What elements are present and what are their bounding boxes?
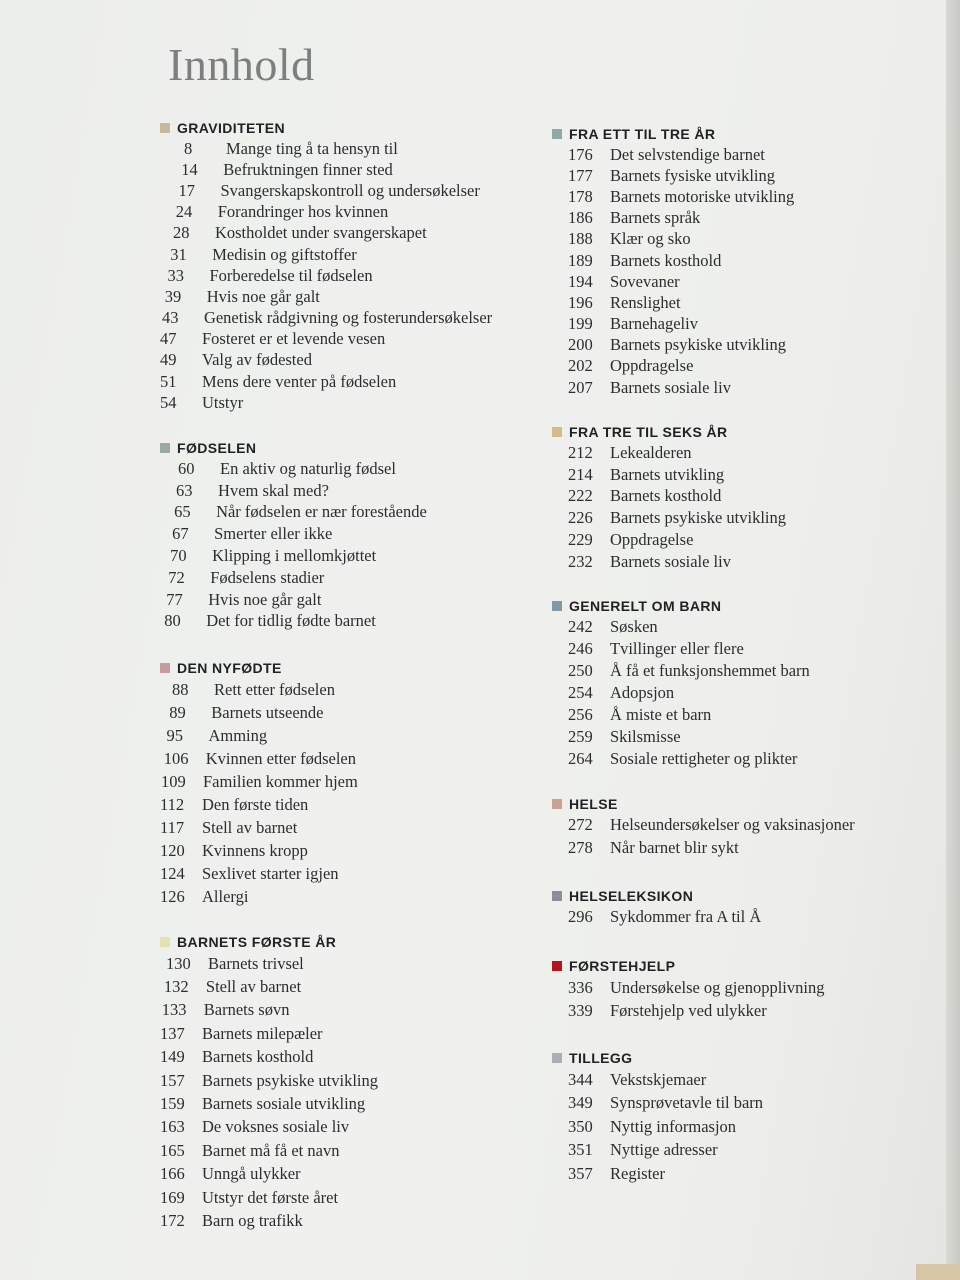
entry-page-number: 109: [160, 771, 186, 791]
entry-title: Rett etter fødselen: [214, 679, 335, 699]
entry-page-number: 132: [163, 977, 189, 997]
page-corner: [916, 1264, 960, 1280]
entry-page-number: 157: [160, 1070, 185, 1090]
toc-entry[interactable]: [160, 862, 540, 885]
entry-title: Hvis noe går galt: [206, 286, 320, 306]
entry-page-number: 112: [160, 794, 185, 814]
toc-entry[interactable]: [552, 1139, 932, 1163]
entry-title: Skilsmisse: [610, 727, 681, 746]
toc-entry[interactable]: [552, 464, 932, 486]
section-color-marker: [552, 1053, 562, 1063]
entry-title: Kvinnen etter fødselen: [205, 748, 356, 768]
toc-entry[interactable]: [160, 1209, 540, 1232]
entry-page-number: 54: [160, 392, 177, 412]
entry-title: Klipping i mellomkjøttet: [212, 546, 377, 566]
entry-page-number: 350: [568, 1116, 593, 1136]
toc-entry[interactable]: [552, 144, 932, 165]
entry-title: Oppdragelse: [610, 530, 694, 550]
entry-page-number: 212: [568, 442, 593, 462]
toc-entry[interactable]: [552, 356, 932, 377]
section-heading-text: TILLEGG: [569, 1050, 633, 1066]
entry-title: Allergi: [202, 886, 249, 906]
entry-page-number: 24: [175, 202, 193, 222]
section-heading: [552, 422, 932, 442]
entry-page-number: 137: [160, 1023, 185, 1043]
toc-entry[interactable]: [552, 616, 932, 638]
entry-title: Barnets språk: [610, 208, 701, 228]
toc-section: [160, 658, 540, 908]
toc-entry[interactable]: [160, 839, 540, 862]
entry-page-number: 39: [164, 286, 182, 306]
toc-entry[interactable]: [552, 551, 932, 573]
entry-title: Barnets kosthold: [610, 486, 722, 506]
toc-entry[interactable]: [160, 138, 540, 159]
section-color-marker: [552, 961, 562, 971]
toc-section: [552, 794, 932, 859]
entry-page-number: 77: [166, 589, 183, 609]
section-heading-text: HELSELEKSIKON: [569, 888, 694, 904]
entry-title: Barnets sosiale liv: [610, 377, 731, 397]
toc-entry[interactable]: [552, 1068, 932, 1092]
entry-page-number: 222: [568, 486, 593, 506]
section-color-marker: [552, 129, 562, 139]
entry-title: Familien kommer hjem: [202, 771, 358, 791]
toc-entry[interactable]: [160, 502, 540, 524]
entry-page-number: 177: [568, 165, 593, 185]
entry-page-number: 357: [568, 1163, 593, 1183]
right-column: [552, 124, 932, 1204]
entry-page-number: 65: [174, 502, 191, 522]
entry-page-number: 88: [172, 679, 189, 699]
entry-page-number: 202: [568, 356, 593, 376]
toc-entry[interactable]: [552, 165, 932, 186]
entry-title: Tvillinger eller flere: [610, 639, 744, 658]
entry-page-number: 149: [160, 1047, 185, 1067]
entry-page-number: 165: [160, 1140, 185, 1160]
entry-title: Stell av barnet: [205, 977, 302, 997]
toc-section: [552, 596, 932, 770]
toc-entry[interactable]: [160, 180, 540, 201]
toc-entry[interactable]: [160, 308, 540, 329]
entry-page-number: 259: [568, 727, 593, 746]
entry-page-number: 189: [568, 250, 593, 270]
entry-page-number: 344: [568, 1069, 593, 1089]
entry-title: Barnets fysiske utvikling: [610, 165, 775, 185]
entry-title: Det selvstendige barnet: [610, 144, 765, 164]
entry-title: Barnets kosthold: [610, 250, 722, 270]
page-title: Innhold: [168, 39, 315, 90]
toc-entry[interactable]: [552, 814, 932, 837]
entry-page-number: 226: [568, 508, 593, 528]
entry-title: Når fødselen er nær forestående: [216, 502, 427, 522]
entry-title: Barnets søvn: [203, 1000, 290, 1020]
section-heading-text: BARNETS FØRSTE ÅR: [177, 934, 337, 950]
toc-entry[interactable]: [552, 486, 932, 508]
entry-title: Sexlivet starter igjen: [202, 863, 339, 883]
entry-title: Barnet må få et navn: [202, 1140, 340, 1160]
toc-entry[interactable]: [552, 314, 932, 335]
section-heading: [552, 1048, 932, 1068]
entry-page-number: 117: [160, 817, 185, 837]
toc-entry[interactable]: [552, 726, 932, 748]
section-color-marker: [160, 443, 170, 453]
toc-entry[interactable]: [160, 1069, 540, 1092]
toc-entry[interactable]: [552, 507, 932, 529]
entry-title: Søsken: [610, 617, 658, 636]
toc-entry[interactable]: [160, 350, 540, 371]
toc-entry[interactable]: [552, 837, 932, 860]
toc-entry[interactable]: [552, 250, 932, 271]
toc-entry[interactable]: [552, 1115, 932, 1139]
entry-title: Svangerskapskontroll og undersøkelser: [220, 180, 480, 200]
toc-section: [552, 886, 932, 929]
entry-page-number: 72: [168, 567, 185, 587]
toc-section: [160, 438, 540, 632]
toc-entry[interactable]: [552, 704, 932, 726]
toc-entry[interactable]: [160, 1139, 540, 1162]
entry-title: Det for tidlig fødte barnet: [206, 611, 376, 631]
entry-page-number: 196: [568, 292, 593, 312]
entry-title: Sovevaner: [610, 271, 680, 291]
toc-section: [552, 124, 932, 398]
toc-entry[interactable]: [552, 748, 932, 770]
entry-page-number: 51: [160, 371, 177, 391]
toc-entry[interactable]: [160, 1116, 540, 1139]
section-heading: [160, 932, 540, 952]
section-color-marker: [160, 937, 170, 947]
entry-page-number: 264: [568, 749, 593, 768]
section-heading-text: GENERELT OM BARN: [569, 598, 722, 614]
toc-entry[interactable]: [552, 999, 932, 1022]
toc-entry[interactable]: [552, 229, 932, 250]
entry-page-number: 176: [568, 144, 593, 164]
entry-title: Kostholdet under svangerskapet: [214, 223, 427, 243]
toc-entry[interactable]: [160, 589, 540, 611]
entry-page-number: 47: [160, 329, 177, 349]
entry-title: Hvis noe går galt: [208, 589, 322, 609]
entry-title: Barnets psykiske utvikling: [610, 508, 786, 528]
section-color-marker: [552, 891, 562, 901]
entry-page-number: 250: [568, 661, 593, 680]
toc-entry[interactable]: [160, 701, 540, 724]
toc-entry[interactable]: [160, 159, 540, 180]
entry-page-number: 166: [160, 1164, 185, 1184]
toc-entry[interactable]: [552, 377, 932, 398]
section-heading-text: FRA TRE TIL SEKS ÅR: [569, 424, 728, 440]
toc-entry[interactable]: [160, 975, 540, 998]
toc-entry[interactable]: [160, 458, 540, 480]
entry-title: Fødselens stadier: [210, 567, 325, 587]
toc-entry[interactable]: [160, 480, 540, 502]
entry-page-number: 278: [568, 837, 593, 857]
toc-entry[interactable]: [552, 186, 932, 207]
toc-entry[interactable]: [552, 1162, 932, 1186]
entry-page-number: 130: [166, 953, 191, 973]
toc-entry[interactable]: [160, 952, 540, 975]
section-heading-text: GRAVIDITETEN: [177, 120, 285, 136]
entry-page-number: 63: [176, 480, 193, 500]
entry-title: Den første tiden: [202, 794, 309, 814]
toc-entry[interactable]: [552, 638, 932, 660]
toc-entry[interactable]: [160, 371, 540, 392]
entry-page-number: 272: [568, 815, 593, 835]
entry-title: Barnets kosthold: [202, 1047, 314, 1067]
entry-title: Mens dere venter på fødselen: [202, 371, 397, 391]
section-color-marker: [552, 427, 562, 437]
entry-page-number: 186: [568, 208, 593, 228]
section-color-marker: [552, 799, 562, 809]
entry-title: En aktiv og naturlig fødsel: [220, 458, 396, 478]
toc-entry[interactable]: [160, 1046, 540, 1069]
entry-page-number: 207: [568, 377, 593, 397]
toc-entry[interactable]: [160, 1092, 540, 1115]
toc-entry[interactable]: [160, 329, 540, 350]
toc-section: [552, 422, 932, 573]
left-column: [160, 118, 540, 1238]
entry-title: Vekstskjemaer: [610, 1069, 707, 1089]
entry-title: Nyttig informasjon: [610, 1116, 737, 1136]
entry-page-number: 351: [568, 1140, 593, 1160]
entry-page-number: 106: [163, 748, 189, 768]
entry-title: Sosiale rettigheter og plikter: [610, 749, 798, 768]
entry-page-number: 28: [172, 223, 190, 243]
section-heading-text: HELSE: [569, 796, 618, 812]
section-heading-text: FRA ETT TIL TRE ÅR: [569, 126, 716, 142]
entry-page-number: 178: [568, 186, 593, 206]
entry-title: Mange ting å ta hensyn til: [226, 138, 398, 158]
toc-section: [552, 1048, 932, 1186]
toc-entry[interactable]: [160, 885, 540, 908]
entry-title: Adopsjon: [610, 683, 675, 702]
entry-title: Sykdommer fra A til Å: [610, 907, 762, 927]
toc-entry[interactable]: [552, 442, 932, 464]
entry-title: Utstyr det første året: [202, 1187, 339, 1207]
entry-title: De voksnes sosiale liv: [202, 1117, 350, 1137]
toc-entry[interactable]: [160, 1022, 540, 1045]
entry-page-number: 14: [181, 159, 198, 179]
entry-title: Førstehjelp ved ulykker: [610, 1000, 767, 1020]
entry-title: Undersøkelse og gjenopplivning: [610, 977, 825, 997]
entry-page-number: 229: [568, 530, 593, 550]
entry-page-number: 336: [568, 977, 593, 997]
entry-title: Utstyr: [202, 392, 244, 412]
entry-title: Hvem skal med?: [218, 480, 329, 500]
entry-page-number: 256: [568, 705, 593, 724]
entry-title: Lekealderen: [610, 442, 692, 462]
entry-page-number: 126: [160, 886, 185, 906]
toc-entry[interactable]: [160, 286, 540, 307]
toc-entry[interactable]: [552, 906, 932, 929]
entry-page-number: 120: [160, 840, 185, 860]
toc-section: [160, 118, 540, 413]
section-color-marker: [552, 601, 562, 611]
entry-page-number: 194: [568, 271, 593, 291]
entry-page-number: 70: [170, 546, 187, 566]
entry-title: Å få et funksjonshemmet barn: [610, 661, 810, 680]
entry-title: Forberedelse til fødselen: [209, 265, 373, 285]
section-heading-text: FØRSTEHJELP: [569, 958, 676, 974]
toc-entry[interactable]: [552, 976, 932, 999]
entry-title: Renslighet: [610, 292, 681, 312]
toc-entry[interactable]: [160, 545, 540, 567]
toc-entry[interactable]: [552, 529, 932, 551]
entry-title: Valg av fødested: [202, 350, 312, 370]
entry-title: Barnets sosiale liv: [610, 551, 731, 571]
entry-page-number: 33: [167, 265, 184, 285]
entry-page-number: 296: [568, 907, 593, 927]
entry-page-number: 133: [161, 1000, 187, 1020]
entry-title: Barnets psykiske utvikling: [202, 1070, 378, 1090]
entry-title: Synsprøvetavle til barn: [610, 1093, 764, 1113]
section-heading: [160, 118, 540, 138]
entry-page-number: 49: [160, 350, 177, 370]
entry-page-number: 17: [178, 180, 195, 200]
entry-title: Unngå ulykker: [202, 1164, 301, 1184]
toc-entry[interactable]: [160, 816, 540, 839]
toc-entry[interactable]: [160, 724, 540, 747]
section-heading-text: DEN NYFØDTE: [177, 660, 282, 676]
section-heading: [552, 124, 932, 144]
entry-title: Barnets psykiske utvikling: [610, 335, 786, 355]
entry-page-number: 188: [568, 229, 593, 249]
entry-page-number: 8: [184, 138, 193, 158]
toc-section: [552, 956, 932, 1022]
toc-entry[interactable]: [160, 678, 540, 701]
entry-title: Når barnet blir sykt: [610, 837, 739, 857]
entry-page-number: 232: [568, 551, 593, 571]
entry-page-number: 169: [160, 1187, 185, 1207]
entry-page-number: 95: [166, 725, 183, 745]
toc-entry[interactable]: [160, 392, 540, 413]
toc-entry[interactable]: [160, 265, 540, 286]
toc-entry[interactable]: [160, 611, 540, 633]
entry-title: Barnets utseende: [211, 702, 324, 722]
toc-entry[interactable]: [552, 335, 932, 356]
entry-page-number: 67: [172, 524, 189, 544]
entry-title: Helseundersøkelser og vaksinasjoner: [610, 815, 855, 835]
entry-title: Klær og sko: [610, 229, 691, 249]
toc-entry[interactable]: [160, 999, 540, 1022]
section-color-marker: [160, 123, 170, 133]
toc-entry[interactable]: [160, 223, 540, 244]
entry-title: Barnets milepæler: [202, 1023, 323, 1043]
toc-entry[interactable]: [552, 660, 932, 682]
entry-title: Kvinnens kropp: [202, 840, 308, 860]
entry-title: Forandringer hos kvinnen: [217, 202, 389, 222]
entry-title: Genetisk rådgivning og fosterundersøkelser: [203, 308, 493, 328]
entry-title: Barnehageliv: [610, 314, 698, 334]
entry-page-number: 214: [568, 464, 593, 484]
entry-title: Amming: [208, 725, 268, 745]
toc-entry[interactable]: [552, 208, 932, 229]
section-heading: [160, 438, 540, 458]
entry-title: Barn og trafikk: [202, 1210, 303, 1230]
entry-title: Smerter eller ikke: [214, 524, 333, 544]
entry-page-number: 159: [160, 1094, 185, 1114]
toc-entry[interactable]: [160, 747, 540, 770]
entry-page-number: 89: [169, 702, 186, 722]
entry-title: Oppdragelse: [610, 356, 694, 376]
toc-entry[interactable]: [160, 244, 540, 265]
section-heading-text: FØDSELEN: [177, 440, 257, 456]
toc-entry[interactable]: [552, 292, 932, 313]
section-heading: [552, 956, 932, 976]
section-heading: [552, 794, 932, 814]
entry-title: Stell av barnet: [202, 817, 298, 837]
entry-title: Barnets motoriske utvikling: [610, 186, 795, 206]
toc-entry[interactable]: [552, 682, 932, 704]
page-edge: [946, 0, 960, 1280]
entry-title: Befruktningen finner sted: [223, 159, 393, 179]
entry-page-number: 254: [568, 683, 593, 702]
entry-page-number: 60: [178, 458, 195, 478]
entry-page-number: 80: [164, 611, 181, 631]
toc-entry[interactable]: [160, 1186, 540, 1209]
section-heading: [552, 596, 932, 616]
toc-entry[interactable]: [160, 770, 540, 793]
entry-page-number: 199: [568, 314, 593, 334]
toc-section: [160, 932, 540, 1233]
section-heading: [160, 658, 540, 678]
entry-title: Barnets trivsel: [208, 953, 304, 973]
section-heading: [552, 886, 932, 906]
entry-page-number: 172: [160, 1210, 185, 1230]
entry-title: Register: [610, 1163, 665, 1183]
entry-page-number: 242: [568, 617, 593, 636]
entry-page-number: 246: [568, 639, 593, 658]
toc-entry[interactable]: [160, 523, 540, 545]
toc-entry[interactable]: [552, 1092, 932, 1116]
entry-title: Medisin og giftstoffer: [212, 244, 357, 264]
toc-entry[interactable]: [160, 1163, 540, 1186]
entry-page-number: 43: [161, 308, 179, 328]
entry-page-number: 349: [568, 1093, 593, 1113]
entry-title: Å miste et barn: [610, 705, 712, 724]
entry-page-number: 31: [170, 244, 187, 264]
toc-entry[interactable]: [160, 202, 540, 223]
toc-entry[interactable]: [552, 271, 932, 292]
section-color-marker: [160, 663, 170, 673]
entry-page-number: 163: [160, 1117, 185, 1137]
entry-page-number: 200: [568, 335, 593, 355]
entry-page-number: 124: [160, 863, 185, 883]
entry-title: Nyttige adresser: [610, 1140, 718, 1160]
entry-title: Fosteret er et levende vesen: [202, 329, 386, 349]
toc-entry[interactable]: [160, 567, 540, 589]
entry-page-number: 339: [568, 1000, 593, 1020]
toc-entry[interactable]: [160, 793, 540, 816]
entry-title: Barnets utvikling: [610, 464, 725, 484]
entry-title: Barnets sosiale utvikling: [202, 1094, 366, 1114]
